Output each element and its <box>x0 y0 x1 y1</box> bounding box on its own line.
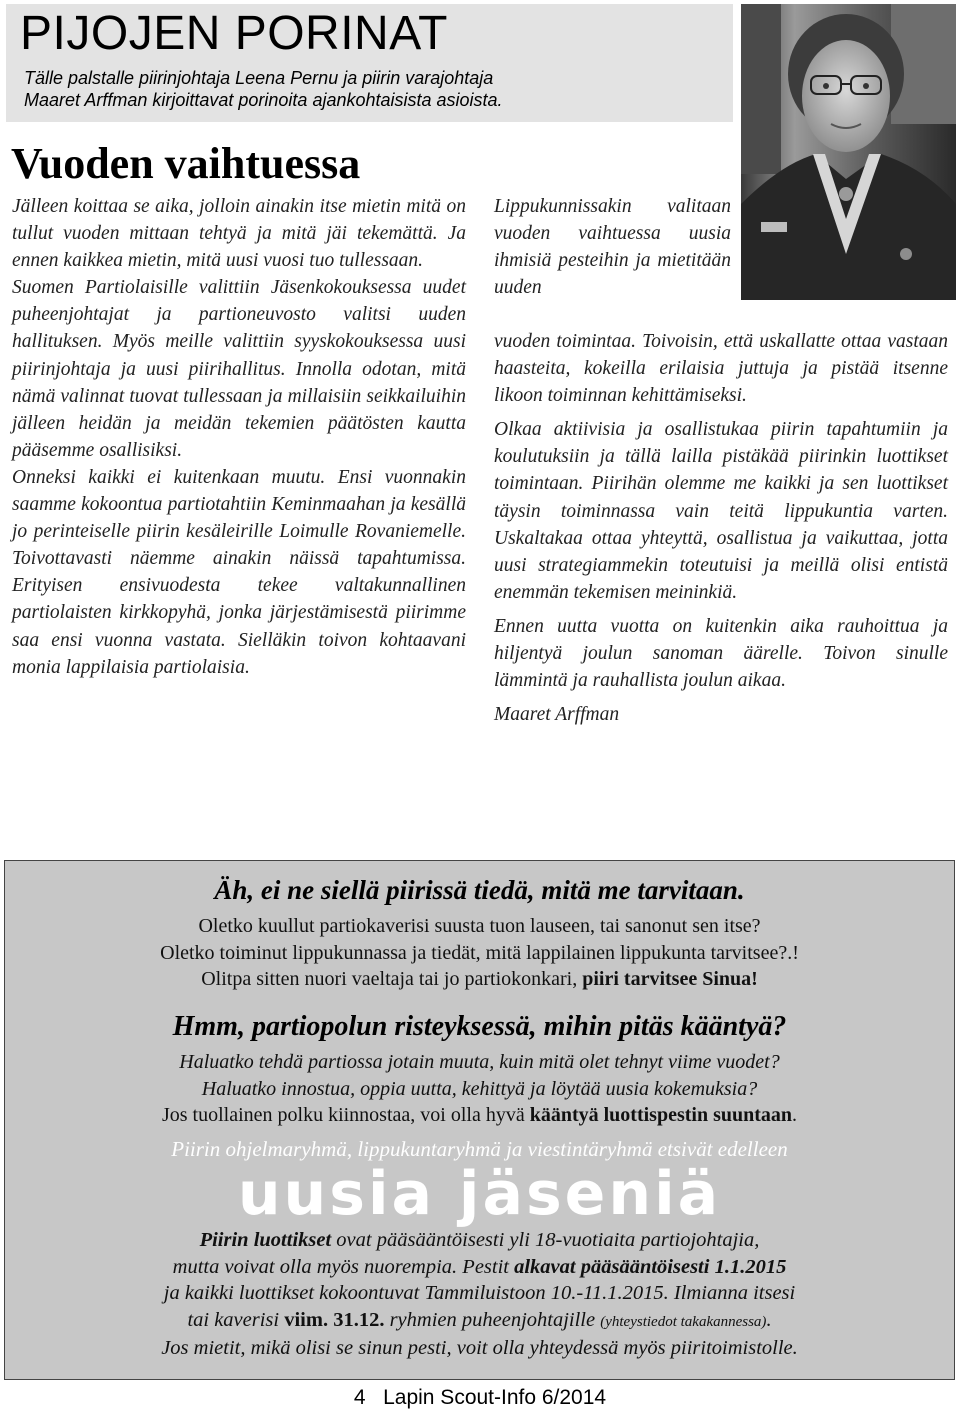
recruitment-box <box>4 860 955 1380</box>
article-signature: Maaret Arffman <box>494 704 620 726</box>
recruitment-line: Haluatko innostua, oppia uutta, kehittyä ja löytää uusia kokemuksia? <box>201 1077 758 1100</box>
info-line: Piirin luottikset ovat pääsääntöisesti yli 18-vuotiaita partiojohtajia, <box>199 1229 760 1251</box>
recruitment-heading-1: Äh, ei ne siellä piirissä tiedä, mitä me tarvitaan. <box>214 875 745 905</box>
article-left-column <box>12 193 466 681</box>
portrait-photo <box>741 4 956 300</box>
recruitment-text-2 <box>5 1049 954 1129</box>
info-line: Jos mietit, mikä olisi se sinun pesti, voit olla yhteydessä myös piiritoimistolle. <box>161 1337 798 1360</box>
recruitment-line: Oletko toiminut lippukunnassa ja tiedät, mitä lappilainen lippukunta tarvitsee?.! <box>160 941 799 964</box>
recruitment-line: Jos tuollainen polku kiinnostaa, voi olla hyvä kääntyä luottispestin suuntaan. <box>161 1104 798 1126</box>
article-right-column <box>494 328 948 728</box>
article-right-column-top: Lippukunnissakin valitaan vuoden vaihtuessa uusia ihmisiä pesteihin ja mietitään uuden <box>494 196 731 299</box>
info-line: ja kaikki luottikset kokoontuvat Tammiluistoon 10.-11.1.2015. Ilmianna itsesi <box>163 1282 796 1305</box>
article-headline: Vuoden vaihtuessa <box>11 139 361 188</box>
article-paragraph: vuoden toimintaa. Toivoisin, että uskallatte ottaa vastaan haasteita, kokeilla erilaisia juttuja ja pistää itsenne likoon toiminnan kehittämiseksi. <box>494 331 948 407</box>
column-header-banner <box>6 4 733 122</box>
article-paragraph: Suomen Partiolaisille valittiin Jäsenkokouksessa uudet puheenjohtajat ja partioneuvosto valitsi uuden hallituksen. Myös meille valittiin syyskokouksessa uusi piirinjohtaja ja uusi piirihallitus. Innolla odotan, mitä nämä valinnat tuovat tullessaan ja millaisiin seikkailuihin jälleen heidän ja meidän tekemien päätösten kautta pääsemme osallisiksi. <box>12 277 466 461</box>
recruitment-big-text: uusia jäseniä <box>237 1159 722 1229</box>
article-paragraph: Onneksi kaikki ei kuitenkaan muutu. Ensi vuonnakin saamme kokoontua partiotahtiin Keminmaahan ja kesällä jo perinteiselle piirin kesäleirille Loimulle Rovaniemelle. Toivottavasti näemme ainakin näissä tapahtumissa. Erityisen ensivuodesta tekee valtakunnallinen partiolaisten kirkkopyhä, jonka järjestämisestä piirimme saa ensi vuonna vastata. Sielläkin toivon kohtaavani monia lappilaisia partiolaisia. <box>12 466 466 678</box>
article-paragraph: Jälleen koittaa se aika, jolloin ainakin itse mietin mitä on tullut vuoden mittaan tehtyä ja mitä jäi tekemättä. Ja ennen kaikkea mietin, mitä uusi vuosi tuo tullessaan. <box>12 196 466 272</box>
recruitment-line: Olitpa sitten nuori vaeltaja tai jo partiokonkari, piiri tarvitsee Sinua! <box>201 968 758 990</box>
column-subtitle-line-1: Tälle palstalle piirinjohtaja Leena Pernu ja piirin varajohtaja <box>24 68 494 88</box>
page-number: 4 <box>353 1386 366 1409</box>
info-line: mutta voivat olla myös nuorempia. Pestit alkavat pääsääntöisesti 1.1.2015 <box>172 1255 787 1278</box>
recruitment-groups-line: Piirin ohjelmaryhmä, lippukuntaryhmä ja viestintäryhmä etsivät edelleen <box>171 1137 788 1161</box>
article-paragraph: Ennen uutta vuotta on kuitenkin aika rauhoittua ja hiljentyä joulun sanoman äärelle. Toivon sinulle lämmintä ja rauhallista joulun aikaa. <box>494 615 948 692</box>
publication-name: Lapin Scout-Info 6/2014 <box>383 1386 607 1409</box>
recruitment-heading-2: Hmm, partiopolun risteyksessä, mihin pitäs kääntyä? <box>172 1011 787 1042</box>
column-subtitle <box>24 67 503 111</box>
recruitment-info <box>5 1227 954 1362</box>
article-paragraph: Olkaa aktiivisia ja osallistukaa piirin tapahtumiin ja koulutuksiin ja tällä lailla pistäkää piirinkin luottikset toimintaan. Piirihän olemme me kaikki ja sen luottikset täysin toiminnassa vain teitä lippukuntia varten. Uskaltakaa ottaa yhteyttä, osallistua ja vaikuttaa, jotta uusi strategiammekin toteutuisi ja meillä olisi entistä enemmän tekemisen meininkiä. <box>494 419 948 603</box>
column-title: PIJOJEN PORINAT <box>20 7 448 60</box>
column-subtitle-line-2: Maaret Arffman kirjoittavat porinoita ajankohtaisista asioista. <box>24 90 503 110</box>
info-line: tai kaverisi viim. 31.12. ryhmien puheenjohtajille (yhteystiedot takakannessa). <box>187 1308 772 1331</box>
page-footer <box>0 1386 960 1410</box>
recruitment-line: Oletko kuullut partiokaverisi suusta tuon lauseen, tai sanonut sen itse? <box>198 915 761 937</box>
recruitment-text-1 <box>5 913 954 993</box>
recruitment-emphasis: piiri tarvitsee Sinua! <box>582 968 758 990</box>
recruitment-line: Haluatko tehdä partiossa jotain muuta, kuin mitä olet tehnyt viime vuodet? <box>179 1051 780 1073</box>
recruitment-emphasis: kääntyä luottispestin suuntaan <box>529 1104 793 1126</box>
